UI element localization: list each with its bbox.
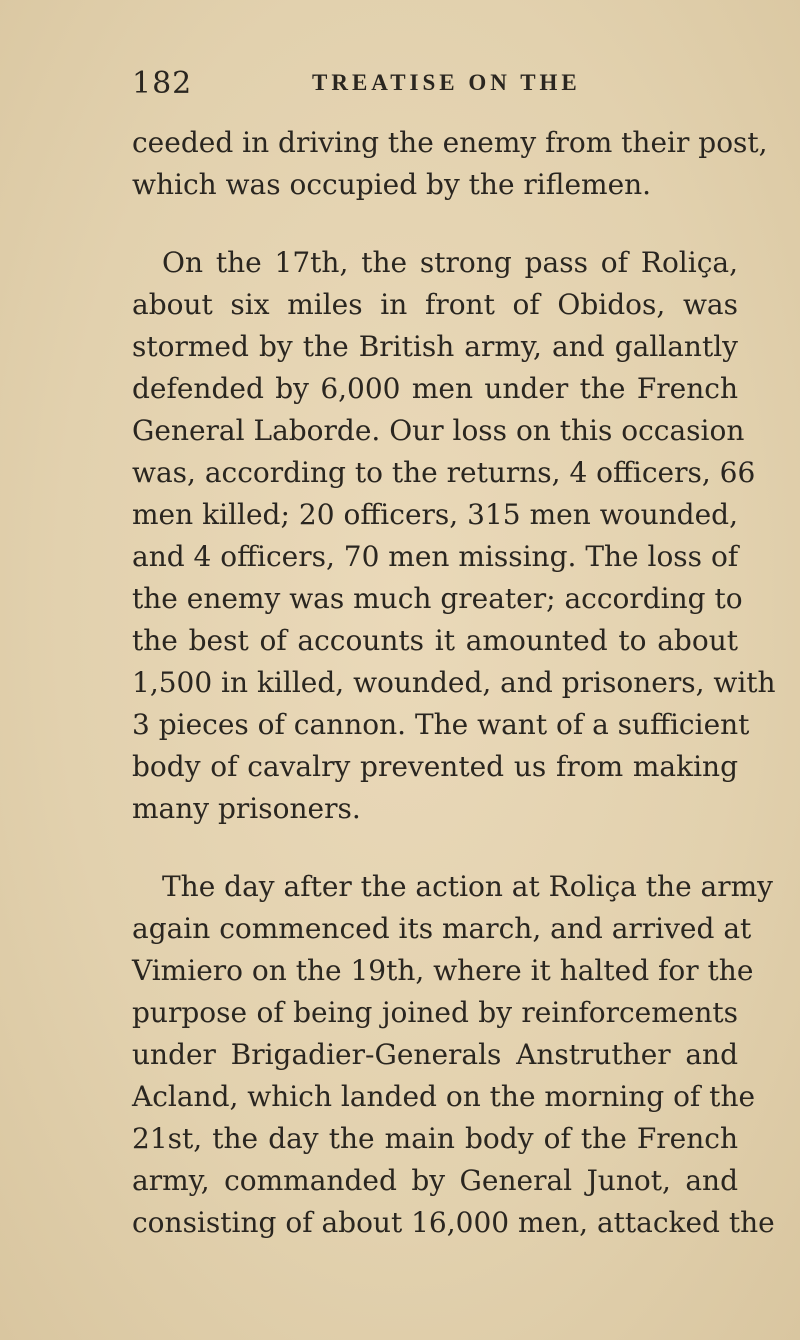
- text-line: army, commanded by General Junot, and: [132, 1164, 738, 1197]
- text-line: General Laborde. Our loss on this occasion: [132, 414, 745, 447]
- text-line: many prisoners.: [132, 792, 361, 825]
- text-line: ceeded in driving the enemy from their post,: [132, 126, 768, 159]
- text-line: under Brigadier-Generals Anstruther and: [132, 1038, 738, 1071]
- text-line: and 4 officers, 70 men missing. The loss of: [132, 540, 739, 573]
- text-line: the enemy was much greater; according to: [132, 582, 743, 615]
- text-line: On the 17th, the strong pass of Roliça,: [162, 246, 738, 279]
- text-line: which was occupied by the riflemen.: [132, 168, 652, 201]
- text-line: 21st, the day the main body of the French: [132, 1122, 738, 1155]
- text-line: men killed; 20 officers, 315 men wounded,: [132, 498, 738, 531]
- page-number: 182: [132, 66, 193, 101]
- text-line: was, according to the returns, 4 officers, 66: [132, 456, 756, 489]
- paragraph: [132, 122, 768, 206]
- text-line: Acland, which landed on the morning of the: [132, 1080, 756, 1113]
- body-text: [132, 122, 776, 1244]
- text-line: consisting of about 16,000 men, attacked the: [132, 1206, 775, 1239]
- text-line: the best of accounts it amounted to about: [132, 624, 738, 657]
- text-line: 1,500 in killed, wounded, and prisoners, with: [132, 666, 776, 699]
- paragraph: [132, 866, 775, 1244]
- text-line: about six miles in front of Obidos, was: [132, 288, 738, 321]
- paragraph: [132, 242, 776, 830]
- text-line: body of cavalry prevented us from making: [132, 750, 738, 783]
- running-title: TREATISE ON THE: [312, 70, 581, 95]
- running-head: [132, 66, 752, 106]
- text-line: Vimiero on the 19th, where it halted for the: [132, 954, 754, 987]
- text-line: defended by 6,000 men under the French: [132, 372, 738, 405]
- text-line: The day after the action at Roliça the army: [162, 870, 773, 903]
- text-line: stormed by the British army, and gallantly: [132, 330, 738, 363]
- text-line: again commenced its march, and arrived at: [132, 912, 752, 945]
- text-line: purpose of being joined by reinforcements: [132, 996, 738, 1029]
- text-line: 3 pieces of cannon. The want of a sufficient: [132, 708, 750, 741]
